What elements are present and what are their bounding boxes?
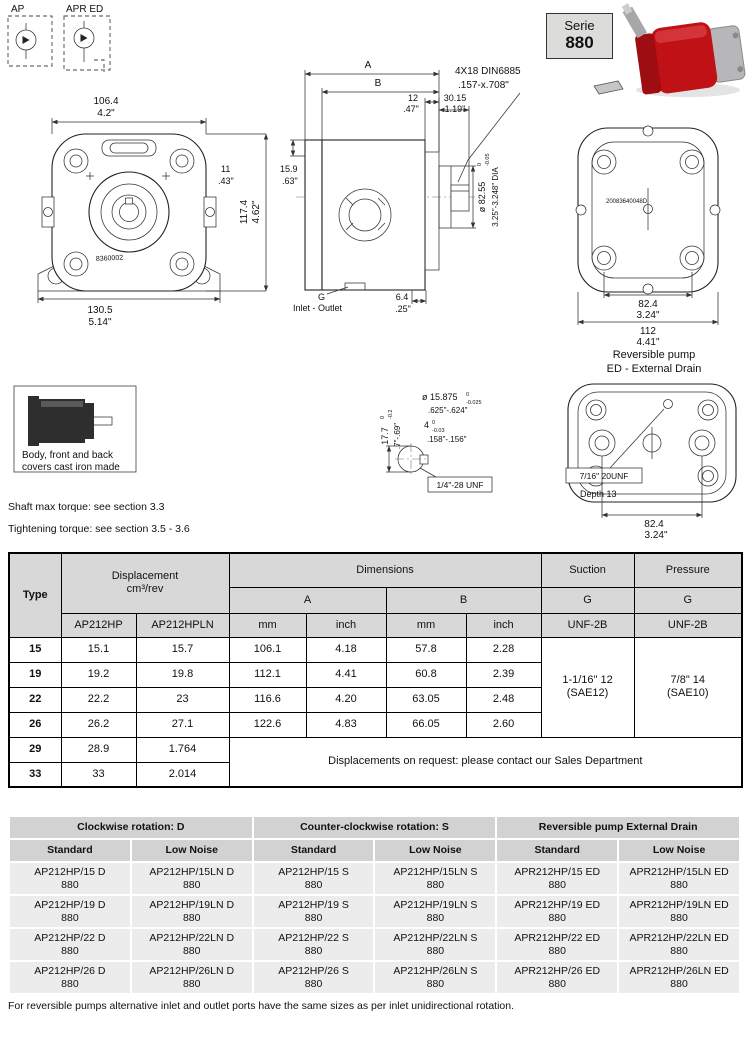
cell-type: 33 — [9, 762, 61, 787]
model-cell: AP212HP/19LN S 880 — [374, 895, 496, 928]
cell-hpln: 15.7 — [136, 637, 229, 662]
cell-hp: 28.9 — [61, 737, 136, 762]
table-row — [9, 737, 742, 762]
key-icon — [594, 81, 623, 94]
th-dim-b: B — [386, 587, 541, 613]
shaft-dia-sup: 0 — [466, 392, 470, 398]
cell-a-mm: 112.1 — [229, 662, 306, 687]
ordering-codes-table — [8, 815, 741, 995]
front-dim-height-in: 4.62" — [251, 200, 262, 224]
cell-hp: 22.2 — [61, 687, 136, 712]
shaft-torque-note: Shaft max torque: see section 3.3 — [8, 501, 165, 513]
th-dimensions: Dimensions — [229, 553, 541, 587]
front-serial: 8360002 — [95, 254, 124, 263]
back-view-drawing — [576, 126, 720, 348]
th-a-inch: inch — [306, 613, 386, 637]
th-suction: Suction — [541, 553, 634, 587]
cell-hpln: 27.1 — [136, 712, 229, 737]
symbol-ap-label: AP — [11, 4, 25, 15]
model-cell: AP212HP/15LN D 880 — [131, 862, 253, 895]
cell-a-mm: 122.6 — [229, 712, 306, 737]
model-cell: AP212HP/15 D 880 — [9, 862, 131, 895]
th-a-mm: mm — [229, 613, 306, 637]
th-col-hpln: AP212HPLN — [136, 613, 229, 637]
table-row — [9, 928, 740, 961]
cell-a-mm: 116.6 — [229, 687, 306, 712]
cell-hp: 15.1 — [61, 637, 136, 662]
drain-thread-label: 7/16" 20UNF — [579, 471, 629, 481]
side-dim-12-in: .47" — [403, 104, 419, 114]
cell-b-in: 2.39 — [466, 662, 541, 687]
shaft-keyway-slot — [420, 455, 428, 464]
body-material-box — [14, 386, 136, 473]
footer-note: For reversible pumps alternative inlet and outlet ports have the same sizes as per inlet unidirectional rotation. — [8, 1000, 515, 1012]
model-cell: AP212HP/26LN S 880 — [374, 961, 496, 994]
side-dim-12-mm: 12 — [407, 93, 419, 103]
cell-type: 19 — [9, 662, 61, 687]
subheader-standard: Standard — [496, 839, 618, 862]
cell-a-in: 4.20 — [306, 687, 386, 712]
subheader-standard: Standard — [9, 839, 131, 862]
back-serial: 20083640048D — [606, 199, 648, 205]
shaft-detail-drawing — [380, 392, 492, 492]
cell-type: 29 — [9, 737, 61, 762]
back-dim-824-in: 3.24" — [636, 310, 660, 321]
cell-hpln: 2.014 — [136, 762, 229, 787]
suction-value: 1-1/16" 12 (SAE12) — [541, 637, 634, 737]
reversible-title-line2: ED - External Drain — [606, 363, 702, 375]
model-cell: AP212HP/19LN D 880 — [131, 895, 253, 928]
body-note-line1: Body, front and back — [22, 450, 113, 461]
keyway — [126, 198, 133, 204]
model-cell: AP212HP/26 D 880 — [9, 961, 131, 994]
cell-hpln: 1.764 — [136, 737, 229, 762]
th-type: Type — [9, 553, 61, 637]
th-dim-a: A — [229, 587, 386, 613]
th-b-inch: inch — [466, 613, 541, 637]
model-cell: APR212HP/19LN ED 880 — [618, 895, 740, 928]
shaft-depth-sup: 0 — [380, 415, 386, 419]
cell-hp: 19.2 — [61, 662, 136, 687]
model-cell: APR212HP/26LN ED 880 — [618, 961, 740, 994]
tightening-torque-note: Tightening torque: see section 3.5 - 3.6 — [8, 523, 190, 535]
subheader-low-noise: Low Noise — [618, 839, 740, 862]
shaft-thread-label: 1/4"-28 UNF — [436, 480, 484, 490]
side-dia-sub: -0.05 — [485, 153, 491, 166]
cell-hp: 33 — [61, 762, 136, 787]
model-cell: APR212HP/15 ED 880 — [496, 862, 618, 895]
shaft-dia-in: .625"-.624" — [428, 406, 468, 415]
back-dim-112-in: 4.41" — [636, 337, 660, 348]
serie-label: Serie — [564, 18, 595, 33]
front-dim-base-mm: 130.5 — [87, 305, 113, 316]
reversible-dim-in: 3.24" — [644, 530, 668, 541]
cell-hpln: 19.8 — [136, 662, 229, 687]
model-cell: APR212HP/22LN ED 880 — [618, 928, 740, 961]
cell-a-mm: 106.1 — [229, 637, 306, 662]
model-cell: AP212HP/22 S 880 — [253, 928, 375, 961]
group-counter-clockwise: Counter-clockwise rotation: S — [253, 816, 497, 839]
side-dim-159-in: .63" — [282, 176, 298, 186]
side-g-label: G — [318, 292, 326, 302]
side-dia-in: 3.25"-3.248" DIA — [491, 167, 500, 227]
th-suction-g: G — [541, 587, 634, 613]
model-cell: AP212HP/22LN D 880 — [131, 928, 253, 961]
reversible-dim-mm: 82.4 — [644, 519, 664, 530]
symbol-apred — [64, 4, 110, 72]
pump-shaft — [620, 2, 647, 38]
model-cell: APR212HP/19 ED 880 — [496, 895, 618, 928]
th-displacement: Displacement cm³/rev — [61, 553, 229, 613]
side-dim-3015-mm: 30.15 — [443, 93, 467, 103]
subheader-standard: Standard — [253, 839, 375, 862]
th-pressure: Pressure — [634, 553, 742, 587]
shaft-depth-in: .7"-.69" — [393, 422, 402, 450]
shaft-dia: ø 15.875 — [422, 392, 458, 402]
front-dim-key-in: .43" — [218, 176, 234, 186]
key-callout-line1: 4X18 DIN6885 — [455, 66, 521, 77]
th-pressure-unf: UNF-2B — [634, 613, 742, 637]
model-cell: APR212HP/22 ED 880 — [496, 928, 618, 961]
subheader-low-noise: Low Noise — [131, 839, 253, 862]
reversible-title-line1: Reversible pump — [612, 349, 696, 361]
cell-type: 26 — [9, 712, 61, 737]
th-col-hp: AP212HP — [61, 613, 136, 637]
side-view-drawing — [280, 60, 500, 314]
side-dim-64-mm: 6.4 — [395, 292, 409, 302]
cell-a-in: 4.41 — [306, 662, 386, 687]
cell-b-in: 2.48 — [466, 687, 541, 712]
group-reversible: Reversible pump External Drain — [496, 816, 740, 839]
symbol-apred-label: APR ED — [66, 4, 104, 15]
serie-number: 880 — [565, 33, 594, 52]
shaft-depth-sub: -0.2 — [388, 409, 394, 419]
cell-hp: 26.2 — [61, 712, 136, 737]
pressure-value: 7/8" 14 (SAE10) — [634, 637, 742, 737]
body-note-line2: covers cast iron made — [22, 462, 120, 473]
cell-b-mm: 60.8 — [386, 662, 466, 687]
shaft-key-in: .158"-.156" — [427, 435, 467, 444]
cell-b-in: 2.28 — [466, 637, 541, 662]
model-cell: AP212HP/22 D 880 — [9, 928, 131, 961]
shaft-key-sub: -0.03 — [432, 428, 445, 434]
model-cell: AP212HP/26LN D 880 — [131, 961, 253, 994]
model-cell: AP212HP/15LN S 880 — [374, 862, 496, 895]
cell-b-mm: 57.8 — [386, 637, 466, 662]
cell-a-in: 4.83 — [306, 712, 386, 737]
side-inlet-outlet-label: Inlet - Outlet — [293, 303, 343, 313]
cell-type: 22 — [9, 687, 61, 712]
table-row — [9, 895, 740, 928]
model-cell: AP212HP/19 D 880 — [9, 895, 131, 928]
front-dim-key-mm: 11 — [221, 164, 231, 174]
th-b-mm: mm — [386, 613, 466, 637]
model-cell: AP212HP/22LN S 880 — [374, 928, 496, 961]
subheader-low-noise: Low Noise — [374, 839, 496, 862]
shaft-key: 4 — [424, 420, 430, 430]
model-cell: APR212HP/15LN ED 880 — [618, 862, 740, 895]
serie-badge — [546, 13, 613, 59]
front-dim-height-mm: 117.4 — [239, 199, 250, 225]
side-dim-3015-in: 1.19" — [444, 104, 466, 114]
model-cell: AP212HP/19 S 880 — [253, 895, 375, 928]
th-pressure-g: G — [634, 587, 742, 613]
front-dim-width-in: 4.2" — [97, 108, 115, 119]
side-dia-sup: 0 — [477, 162, 483, 166]
cell-b-mm: 66.05 — [386, 712, 466, 737]
side-dim-159-mm: 15.9 — [280, 164, 298, 174]
table-row — [9, 637, 742, 662]
side-dia-mm: ø 82.55 — [477, 181, 487, 213]
table-row — [9, 862, 740, 895]
product-photo — [620, 0, 747, 98]
model-cell: AP212HP/26 S 880 — [253, 961, 375, 994]
table-row — [9, 961, 740, 994]
cell-hpln: 23 — [136, 687, 229, 712]
model-cell: AP212HP/15 S 880 — [253, 862, 375, 895]
side-dim-a: A — [364, 60, 372, 71]
reversible-view-drawing — [566, 384, 736, 541]
back-dim-824-mm: 82.4 — [638, 299, 658, 310]
cell-b-mm: 63.05 — [386, 687, 466, 712]
shaft-dia-sub: -0.025 — [466, 400, 482, 406]
th-suction-unf: UNF-2B — [541, 613, 634, 637]
cell-b-in: 2.60 — [466, 712, 541, 737]
front-dim-width-mm: 106.4 — [93, 96, 119, 107]
cell-type: 15 — [9, 637, 61, 662]
displacement-request-note: Displacements on request: please contact our Sales Department — [229, 737, 742, 787]
shaft-depth: 17.7 — [380, 427, 390, 445]
specifications-table — [8, 552, 743, 788]
key-callout-line2: .157-x.708" — [458, 80, 509, 91]
shaft-key-sup: 0 — [432, 420, 436, 426]
front-dim-base-in: 5.14" — [88, 317, 112, 328]
cell-a-in: 4.18 — [306, 637, 386, 662]
side-dim-b: B — [374, 78, 382, 89]
back-dim-112-mm: 112 — [640, 326, 656, 337]
model-cell: APR212HP/26 ED 880 — [496, 961, 618, 994]
side-dim-64-in: .25" — [395, 304, 411, 314]
symbol-ap — [8, 4, 52, 66]
group-clockwise: Clockwise rotation: D — [9, 816, 253, 839]
front-view-drawing — [38, 96, 266, 328]
drain-depth-label: Depth 13 — [580, 489, 617, 499]
